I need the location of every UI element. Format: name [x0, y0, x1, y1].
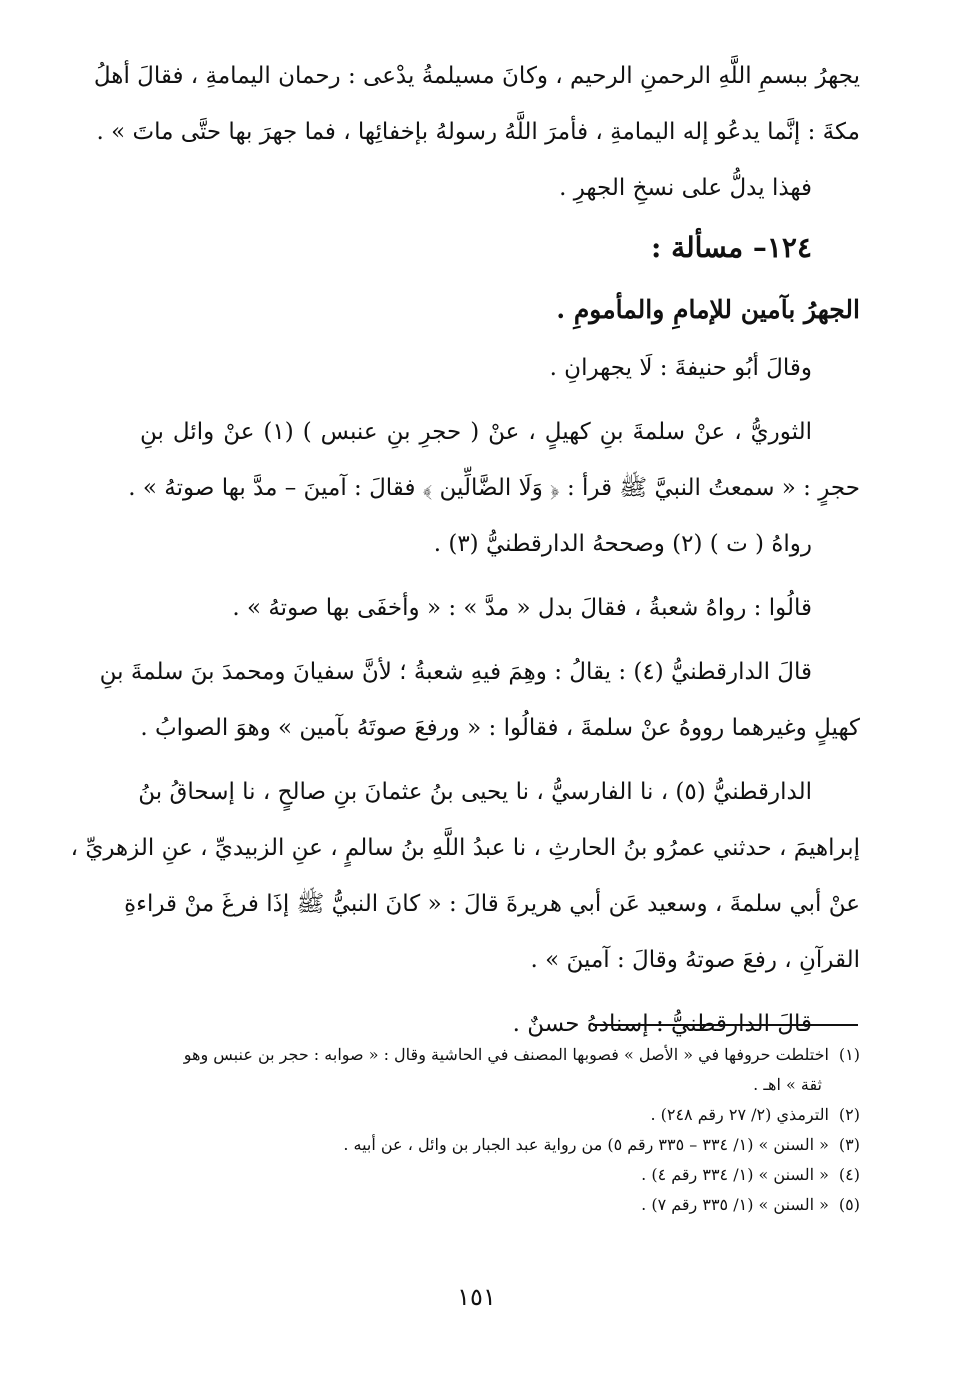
footnote	[140, 1130, 860, 1160]
text-line: فهذا يدلُّ على نسخِ الجهرِ .	[559, 175, 812, 201]
section-heading: ١٢٤– مسألة :	[650, 231, 812, 264]
text-line: يجهرُ ببسمِ اللَّهِ الرحمنِ الرحيم ، وكانَ مسيلمةُ يدْعى : رحمان اليمامةِ ، فقالَ أهلُ	[93, 63, 860, 89]
footnote-continuation: ثقة » اهـ .	[753, 1075, 822, 1094]
footnote	[140, 1100, 860, 1130]
section-subheading: الجهرُ بآمين للإمامِ والمأمومِ .	[556, 295, 860, 324]
text-line: مكةَ : إنَّما يدعُو إله اليمامةِ ، فأمرَ اللَّهُ رسولهُ بإخفائِها ، فما جهرَ بها حتَّى ماتَ » .	[96, 119, 860, 145]
text-line: إبراهيمَ ، حدثني عمرُو بنُ الحارثِ ، نا عبدُ اللَّهِ بنُ سالمٍ ، عنِ الزبيديِّ ، عنِ الزهريِّ ،	[70, 835, 860, 861]
footnotes	[140, 1040, 860, 1220]
text-line: كهيلٍ وغيرهما رووهُ عنْ سلمةَ ، فقالُوا : « ورفعَ صوتَهُ بآمين » وهوَ الصوابُ .	[140, 715, 860, 741]
text-line: قالَ الدارقطنيُّ (٤) : يقالُ : وهِمَ فيهِ شعبةُ ؛ لأنَّ سفيانَ ومحمدَ بنَ سلمةَ بنِ	[99, 659, 812, 685]
footnote-text: اختلطت حروفها في « الأصل » فصوبها المصنف في الحاشية وقال : « صوابه : حجر بن عنبس وهو	[183, 1045, 829, 1064]
footnote-number: (٢)	[838, 1105, 860, 1124]
main-text	[70, 48, 860, 1052]
footnote	[140, 1160, 860, 1190]
text-line: وقالَ أبُو حنيفةَ : لَا يجهرانِ .	[549, 355, 812, 381]
paragraph-gap	[140, 756, 860, 764]
footnote	[140, 1190, 860, 1220]
text-line: عنْ أبي سلمةَ ، وسعيد عَن أبي هريرةَ قالَ : « كانَ النبيُّ ﷺ إذَا فرغَ منْ قراءةِ	[124, 891, 860, 917]
page-number: ١٥١	[457, 1283, 496, 1311]
footnote	[140, 1040, 860, 1070]
footnote-text: « السنن » (١/ ٣٣٤ – ٣٣٥ رقم ٥) من رواية عبد الجبار بن وائل ، عن أبيه .	[343, 1135, 829, 1154]
text-line: رواهُ ( ت ) (٢) وصححهُ الدارقطنيُّ (٣) .	[433, 531, 812, 557]
text-line: القرآنِ ، رفعَ صوتهُ وقالَ : آمينَ » .	[530, 947, 860, 973]
text-line: حجرٍ : « سمعتُ النبيَّ ﷺ قرأ : ﴿ وَلَا الضَّالِّين ﴾ فقالَ : آمينَ – مدَّ بها صوتهُ » .	[128, 475, 860, 501]
footnote-number: (٣)	[838, 1135, 860, 1154]
text-line: الثوريُّ ، عنْ سلمةَ بنِ كهيلٍ ، عنْ ( حجرِ بنِ عنبس ) (١) عنْ وائل بنِ	[140, 419, 812, 445]
footnote-text: الترمذي (٢/ ٢٧ رقم ٢٤٨) .	[650, 1105, 829, 1124]
footnote-number: (٤)	[838, 1165, 860, 1184]
footnote-text: « السنن » (١/ ٣٣٥ رقم ٧) .	[641, 1195, 829, 1214]
footnote-text: « السنن » (١/ ٣٣٤ رقم ٤) .	[641, 1165, 829, 1184]
paragraph-gap	[140, 572, 860, 580]
text-line: قالَ الدارقطنيُّ : إسنادهُ حسنٌ .	[512, 1011, 812, 1037]
footnote-number: (١)	[838, 1045, 860, 1064]
text-line: قالُوا : رواهُ شعبةُ ، فقالَ بدل « مدَّ » : « وأخفَى بها صوتهُ » .	[232, 595, 812, 621]
paragraph-gap	[140, 396, 860, 404]
footnote-divider	[593, 1024, 858, 1026]
paragraph-gap	[140, 636, 860, 644]
paragraph-gap	[140, 988, 860, 996]
footnote-number: (٥)	[838, 1195, 860, 1214]
text-line: الدارقطنيُّ (٥) ، نا الفارسيُّ ، نا يحيى بنُ عثمانَ بنِ صالحٍ ، نا إسحاقُ بنُ	[138, 779, 812, 805]
